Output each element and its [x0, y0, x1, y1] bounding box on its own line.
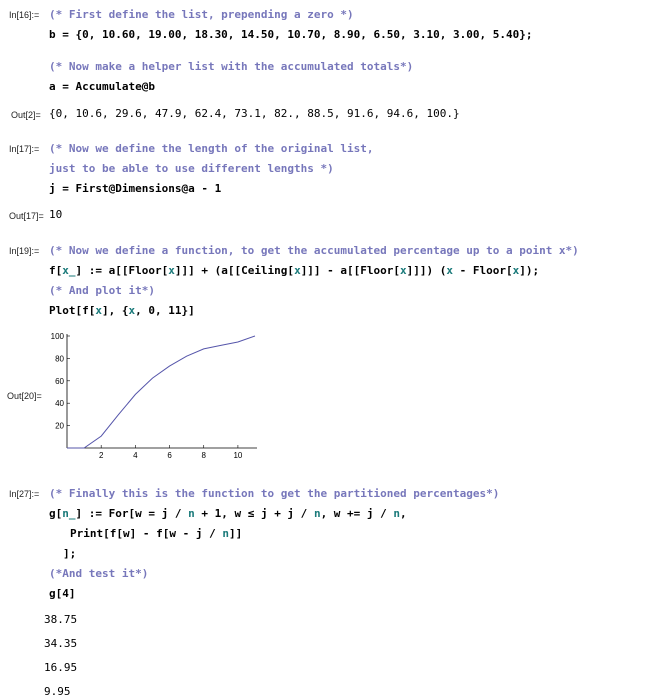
x-tick-label: 2: [98, 451, 104, 458]
x-tick-label: 8: [201, 451, 206, 458]
code-token: ]]] + (a[[Ceiling[: [174, 264, 295, 277]
code-comment[interactable]: (*And test it*): [49, 567, 149, 580]
output-label: Out[17]=: [9, 211, 44, 221]
variable-token: x: [95, 304, 102, 317]
output-label: Out[20]=: [7, 391, 42, 401]
code-line[interactable]: [49, 264, 539, 278]
code-line[interactable]: j = First@Dimensions@a - 1: [49, 182, 222, 195]
output-value: {0, 10.6, 29.6, 47.9, 62.4, 73.1, 82., 88.5, 91.6, 94.6, 100.}: [49, 107, 460, 120]
variable-token: x: [128, 304, 136, 317]
code-token: ]]] - a[[Floor[: [300, 264, 401, 277]
y-tick-label: 60: [55, 376, 64, 386]
x-tick-label: 6: [167, 451, 172, 458]
variable-token: x: [446, 264, 454, 277]
x-tick-label: 4: [133, 451, 138, 458]
code-line[interactable]: [70, 527, 242, 541]
pattern-token: n_: [62, 507, 76, 520]
code-token: ] := a[[Floor[: [75, 264, 169, 277]
output-label: Out[2]=: [11, 110, 41, 120]
code-line[interactable]: ];: [63, 547, 77, 560]
input-label: In[19]:=: [9, 246, 40, 256]
output-value: 10: [49, 208, 63, 221]
code-line[interactable]: b = {0, 10.60, 19.00, 18.30, 14.50, 10.70, 8.90, 6.50, 3.10, 3.00, 5.40};: [49, 28, 533, 41]
code-token: ] := For[w = j /: [75, 507, 189, 520]
code-token: ,: [400, 507, 407, 520]
code-token: Plot[f[: [49, 304, 96, 317]
print-output: 9.95: [44, 685, 71, 698]
print-output: 34.35: [44, 637, 78, 650]
code-token: ]]]) (: [406, 264, 447, 277]
input-label: In[17]:=: [9, 144, 40, 154]
plot-axes: [67, 334, 257, 448]
code-token: Print[f[w] - f[w - j /: [70, 527, 223, 540]
variable-token: n: [188, 507, 195, 520]
input-label: In[27]:=: [9, 489, 40, 499]
code-token: ]);: [519, 264, 540, 277]
code-comment[interactable]: (* Finally this is the function to get the partitioned percentages*): [49, 487, 500, 500]
code-token: , 0, 11}]: [135, 304, 195, 317]
code-comment[interactable]: (* First define the list, prepending a zero *): [49, 8, 354, 21]
x-tick-label: 10: [233, 451, 243, 458]
variable-token: n: [393, 507, 401, 520]
code-token: , w += j /: [320, 507, 394, 520]
plot-output: [45, 330, 265, 458]
y-tick-label: 20: [55, 421, 64, 431]
code-token: ]]: [228, 527, 243, 540]
y-tick-label: 80: [55, 354, 64, 364]
variable-token: n: [222, 527, 229, 540]
y-tick-label: 100: [50, 332, 64, 341]
code-token: + 1, w ≤ j + j /: [194, 507, 314, 520]
variable-token: n: [313, 507, 321, 520]
code-token: g[: [49, 507, 63, 520]
code-token: f[: [49, 264, 63, 277]
code-comment[interactable]: (* And plot it*): [49, 284, 155, 297]
variable-token: x: [294, 264, 301, 277]
input-label: In[16]:=: [9, 10, 40, 20]
series-line: [67, 336, 255, 448]
code-comment[interactable]: (* Now we define the length of the original list,: [49, 142, 374, 155]
code-comment[interactable]: (* Now make a helper list with the accumulated totals*): [49, 60, 414, 73]
pattern-token: x_: [62, 264, 76, 277]
plot-series: [67, 336, 255, 448]
code-comment[interactable]: (* Now we define a function, to get the accumulated percentage up to a point x*): [49, 244, 579, 257]
code-line[interactable]: [49, 304, 195, 318]
print-output: 16.95: [44, 661, 78, 674]
plot-ticks: [51, 332, 243, 458]
y-tick-label: 40: [55, 399, 64, 409]
code-line[interactable]: g[4]: [49, 587, 76, 600]
variable-token: x: [168, 264, 175, 277]
code-comment[interactable]: just to be able to use different lengths *): [49, 162, 334, 175]
code-line[interactable]: [49, 507, 407, 521]
code-token: ], {: [101, 304, 129, 317]
code-line[interactable]: a = Accumulate@b: [49, 80, 155, 93]
variable-token: x: [512, 264, 520, 277]
print-output: 38.75: [44, 613, 78, 626]
code-token: - Floor[: [453, 264, 513, 277]
variable-token: x: [400, 264, 407, 277]
